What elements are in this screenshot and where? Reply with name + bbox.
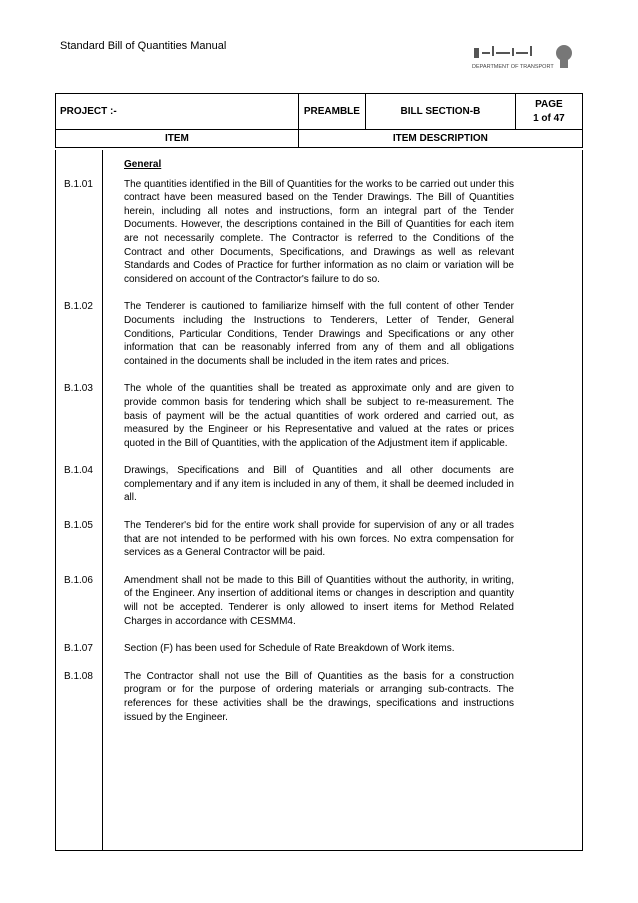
list-item: [56, 670, 582, 724]
list-item: [56, 642, 582, 656]
item-text: Section (F) has been used for Schedule of Rate Breakdown of Work items.: [124, 643, 455, 655]
item-text: Amendment shall not be made to this Bill of Quantities without the authority, in writing, of the Engineer. Any insertion of additional items or changes in description and quantity will not be accepted. Tenderer is only allowed to insert items for Method Related Charges in accordance with CESMM4.: [124, 574, 514, 627]
list-item: [56, 519, 582, 560]
item-code: B.1.03: [64, 383, 93, 395]
item-column-header: ITEM: [56, 130, 299, 148]
general-heading: General: [124, 159, 162, 170]
description-column-header: ITEM DESCRIPTION: [298, 130, 582, 148]
department-of-transport-logo: [470, 40, 578, 74]
items-body: [55, 150, 583, 851]
list-item: [56, 574, 582, 628]
item-text: The whole of the quantities shall be treated as approximate only and are given to provide common basis for tendering which shall be subject to re-measurement. The basis of payment will be the actual quantities of work ordered and carried out, as measured by the Engineer or his Representative and valued at the rates or prices quoted in the Bill of Quantities, with the application of the Adjustment item if applicable.: [124, 383, 514, 449]
page-number: 1 of 47: [533, 112, 565, 124]
item-text: Drawings, Specifications and Bill of Quantities and all other documents are complementary and if any item is included in any of them, it shall be deemed included in all.: [124, 465, 514, 504]
items-list: [56, 158, 582, 738]
page-cell: [515, 94, 582, 130]
item-code: B.1.08: [64, 670, 93, 682]
section-label: BILL SECTION-B: [366, 94, 516, 130]
item-code: B.1.02: [64, 301, 93, 313]
logo-text: DEPARTMENT OF TRANSPORT: [472, 64, 554, 70]
item-text: The Contractor shall not use the Bill of Quantities as the basis for a construction program or for the purpose of ordering materials or arranging sub-contracts. The references for these activities shall be the drawings, specifications and instructions issued by the Engineer.: [124, 670, 514, 723]
header-table: [55, 93, 583, 148]
page-label: PAGE: [535, 98, 563, 110]
list-item: [56, 178, 582, 287]
item-code: B.1.01: [64, 178, 93, 190]
item-text: The Tenderer's bid for the entire work shall provide for supervision of any or all trades that are not intended to be performed with his own forces. No extra compensation for services as a General Contractor will be paid.: [124, 520, 514, 559]
item-text: The quantities identified in the Bill of Quantities for the works to be carried out under this contract have been measured based on the Tender Drawings. The Bill of Quantities herein, including all notes and instructions, form an integral part of the Tender Documents. However, the descriptions contained in the Bill of Quantities for each item are not necessarily complete. The Contractor is referred to the Conditions of the Contract and other Documents, Specifications, and Drawings as well as relevant Standards and Codes of Practice for further information as no claim or variation will be considered on account of the Contractor's failure to do so.: [124, 178, 514, 285]
project-label: PROJECT :-: [56, 94, 299, 130]
item-text: The Tenderer is cautioned to familiarize himself with the full content of other Tender Documents including the Instructions to Tenderers, Letter of Tender, General Conditions, Particular Conditions, Tender Drawings and Specifications or any other information that can be reasonably inferred from any of them and all obligations contained in the documents shall be included in the item rates and prices.: [124, 301, 514, 367]
item-code: B.1.04: [64, 465, 93, 477]
list-item: [56, 464, 582, 505]
item-code: B.1.07: [64, 643, 93, 655]
item-code: B.1.05: [64, 520, 93, 532]
item-code: B.1.06: [64, 574, 93, 586]
preamble-label: PREAMBLE: [298, 94, 365, 130]
list-item: [56, 382, 582, 450]
list-item: [56, 300, 582, 368]
document-title: Standard Bill of Quantities Manual: [60, 40, 227, 52]
